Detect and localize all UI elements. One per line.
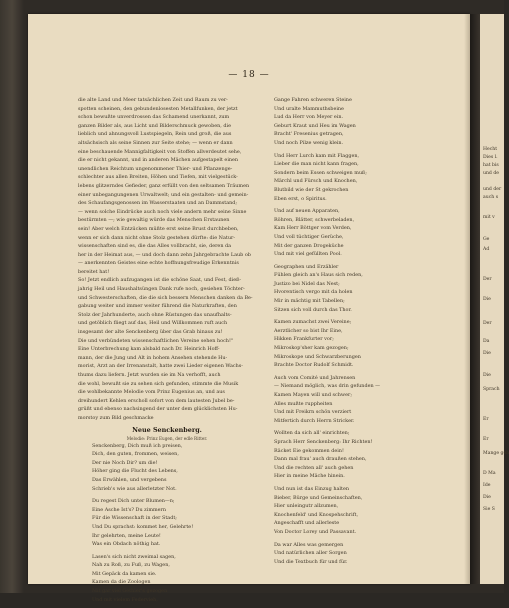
poem-melody: Melodie: Prinz Eugen, der edle Ritter. [126,435,208,441]
verse-line: Und auf neuen Apparaten, [274,208,340,215]
text-line: insgesamt der alte Senckenberg über das Grab hinaus zu! [78,329,223,336]
verse-line: Märchl und Fürsch und Knochen, [274,178,358,185]
verse-line: Hier unleingutr allzumen, [274,503,339,510]
verse-line: Hier in meine Mäche hinein. [274,473,345,480]
verse-line: Höher ging die Flucht des Lebens, [92,468,178,475]
verse-line: Da war Alles was gemergen [274,541,344,548]
verse-line: Hikken Frankfurter vor; [274,336,334,343]
verse-line: Das Erwählen, und vergebens [92,476,167,483]
poem-stanza [274,207,450,259]
verse-line: Du regest Dich unter Blumen—n; [92,498,175,505]
text-line: ganzen Bilder als, aus Licht und Bilderschmuck gewoben, die [78,122,232,129]
verse-line: Dann mal frau' auch draußen stehen, [274,456,367,463]
verse-line: Wollten da sich all' einrichten; [274,430,350,437]
verse-line: Kamen da die Zoologen [92,579,151,586]
neighbor-text-fragment: mit v [483,215,495,220]
poem-stanza [78,553,256,605]
verse-line: Lud da Herr von Meyer ein. [274,114,344,121]
text-line: bereitet hat! [78,268,110,275]
text-line: unendlichen Reichtum ungenommener Thier- und Pflanzenge- [78,165,233,172]
verse-line: Lieber die man nicht kann fragen, [274,161,359,168]
text-line: die alte Land und Meer tatsächlichen Zeit und Raum zu ver- [78,97,228,103]
verse-line: Mit der ganzen Drogeküche [274,242,344,249]
verse-line: Mir in mächtig mit Tabellen; [274,298,345,305]
neighbor-text-fragment: und de [483,171,499,176]
neighbor-text-fragment: Dies l. [483,155,498,160]
book-page [28,14,470,603]
verse-line: Justizo bei Nidel das Nest; [274,280,340,287]
text-line: morist, Arzt an der Irrenanstalt, hatte zwei Lieder eigenen Wachs- [78,363,243,370]
verse-line: Mikroskope und Schwarzberungen [274,353,361,360]
text-line: und Schwesterschaften, die die sich bessern Menschen danken da Be- [78,294,253,301]
verse-line: Aerztlicher so bist Ihr Eine, [274,327,343,334]
verse-line: Schrieb's wie aus allerletzter Not. [92,485,177,492]
poem-stanza [274,152,450,204]
text-line: mann, der die Jung und Alt in hohem Ansehen stehende Hu- [78,354,228,361]
verse-line: Der nie Noch Dir? um die! [92,459,158,466]
text-line: die wohlbekannte Melodie vom Prinz Eugenius an, und aus [78,389,225,396]
verse-line: Bieber, Bürge und Gemeinschaften, [274,494,363,501]
neighbor-text-fragment: Sprach [483,387,500,392]
verse-line: Hvorentisch vergo mit da holen [274,289,353,296]
verse-line: Knochenfeld' und Knospehschrift, [274,511,359,518]
poem-title: Neue Senckenberg. [132,425,202,434]
text-line: spotten scheinen, den gebundenlosesten Metallfunken, der jetzt [78,105,238,112]
text-line: bestürmten —; wie gewaltig würde das Menschen Erstaunen [78,217,230,224]
verse-line: Und die rechten all' auch gehen [274,464,354,471]
verse-line: Und natürlichen aller Sorgen [274,550,347,557]
text-line: eine beschauende Mannigfaltigkeit von Stoffen allverdeutet sehe, [78,148,242,155]
neighbor-text-fragment: Der [483,277,492,282]
poem-block [78,442,256,605]
page-number: — 18 — [228,70,270,80]
neighbor-text-fragment: Da [483,339,490,344]
text-line: die wohl, bewußt sie zu sehen sich gefunden, stimmte die Musik [78,380,239,387]
poem-stanza [78,442,256,494]
text-line: des Schaufangsgenossen im Wasserstaaten und an Dammstand; [78,200,238,207]
text-line: Die und verbündeten wissenschaftlichen Vereine sehen hoch!" [78,337,234,344]
neighbor-text-fragment: Er [483,437,489,442]
text-line: Stolz der Jahrhunderte, auch ohne Rüstungen das unaufhalts- [78,311,232,318]
poem-stanza [274,96,450,148]
poem-stanza [274,263,450,315]
neighbor-text-fragment: Die [483,373,491,378]
verse-line: Und die Textbuch für und für. [274,558,348,565]
verse-line: Geburt Kraut und Heu im Wagen [274,122,356,129]
text-line: wenn er sich dann nicht ohne Stolz gestehen dürfte: die Natur- [78,234,235,241]
verse-line: Und mit Freikrn schön verziert [274,409,352,416]
poem-stanza [274,429,450,481]
text-line: schon bewußte unverdrossen das Schamend unerkannt, zum [78,114,230,121]
text-line: grüßt und ebenso nachsingend der unter dem glücklichsten Hu- [78,406,238,413]
neighbor-text-fragment: Sie S [483,507,495,512]
text-line: Eine Unterbrechung kam alsbald nach Dr. Heinrich Hoff- [78,346,220,353]
text-line: und getöblich fliegt auf das, Heil und Willkommen ruft auch [78,320,228,327]
verse-line: Alles mußte ruppheiten [274,400,333,407]
verse-line: Und nun ist das Einzug halten [274,485,350,492]
text-line: her in der Heimat aus, — und doch dann zehn Jahrgebrachte Laub ob [78,251,251,258]
verse-line: Gange Fahren schweren Steine [274,97,352,103]
verse-line: Senckenberg, Dich muß ich preisen, [92,442,183,449]
verse-line: Nah zu Roß, zu Fuß, zu Wagen, [92,562,170,569]
verse-line: Mit gar viel Gethier's gezogen [92,588,168,595]
neighbor-text-fragment: auch s [483,195,499,200]
verse-line: Angeschafft und allerleste [274,520,340,527]
verse-line: Und Du sprachst: kommet her, Gelehrte! [92,523,194,530]
text-line: die er nicht gekannt, und in anderen Mächen aufgestapelt einen [78,157,239,164]
neighbor-text-fragment: Die [483,351,491,356]
left-column [78,96,256,608]
book-gutter [470,14,480,584]
verse-line: Kamen zumachst zwei Vereine; [274,319,352,326]
verse-line: Und noch Pilze wenig klein. [274,139,344,146]
verse-line: Und mit vielem Federvieh, [92,596,158,603]
neighbor-text-fragment: Ad [483,247,490,252]
text-line: lieblich und ahnungsvoll Lustspiegeln, Rein und groß, die aus [78,131,232,138]
neighbor-text-fragment: Die [483,297,491,302]
verse-line: Blutbild wie der St gekrochen [274,186,349,193]
text-line: sein! Aber welch Entzücken müßte erst seine Brust durchbeben, [78,225,239,232]
verse-line: Und voll tüchtiger Gerüche, [274,233,344,240]
prose-block [78,96,256,423]
verse-line: Kam Herr Böttger vom Verden, [274,225,352,232]
text-line: lebens glitzerndes Gefieder, ganz erfüllt von den seltsamen Träumen [78,182,250,189]
verse-line: Und Herr Lurch kam mit Flaggen, [274,152,360,159]
text-line: thums dazu liefern. Jetzt wurden sie im Na verhofft, auch [78,372,221,378]
text-line: — wenn solche Eindrücke auch noch viele andern mehr seine Sinne [78,208,247,215]
verse-line: Bracht' Fresenius getragen, [274,131,344,138]
text-line: schlechter aus allen Breiten, Höhen und Tiefen, mit vielgestück- [78,174,238,181]
verse-line: Kamen Mayen will und schwer; [274,392,352,398]
neighbor-text-fragment: hat bis [483,163,499,168]
poem-stanza [274,374,450,426]
poem-stanza [274,318,450,370]
poem-stanza [274,541,450,567]
neighbor-page-edge [480,14,509,584]
text-line: einer unbegangungenen Urwaltwelt; und ein gestalten- und gemein- [78,191,249,198]
verse-line: Geographen und Erzähler [274,263,339,270]
verse-line: Sprach Herr Senckenberg: Ihr Richten! [274,438,373,445]
verse-line: Ihr gelehrten, meine Leute! [92,532,161,539]
neighbor-text-fragment: und der [483,187,502,192]
neighbor-text-fragment: Mange geh [483,451,509,456]
verse-line: Auch vom Comité und Jahrensen [274,374,356,381]
text-line: wissenschaften sind es, die das Alles vollbracht, sie, deren da [78,243,232,250]
neighbor-text-fragment: Ge [483,237,490,242]
text-line: morstoy zum Bild geschmacke [78,414,154,421]
verse-line: Für die Wissenschaft in der Stadt; [92,515,177,522]
neighbor-text-fragment: Hecht [483,147,498,152]
neighbor-text-fragment: Ide [483,483,491,488]
verse-line: Eben erst, o Spiritus. [274,195,327,202]
verse-line: Mikroskop'sher kam gezogen; [274,345,349,352]
verse-line: Dich, den guten, frommen, weisen, [92,451,179,458]
poem-stanza [78,497,256,549]
verse-line: Röhren, Blätter, schwerbeladen, [274,216,355,223]
neighbor-text-fragment: D Ma [483,471,496,476]
text-line: — anerkennten Geistes eine echte hoffnungsfreudige Erkenntnis [78,260,239,267]
verse-line: Mit Gepäck da kamen sie. [92,570,157,577]
verse-line: Was ein Obdach nöthig hat. [92,541,161,548]
verse-line: Brachte Doctor Rudolf Schmidt. [274,362,354,369]
text-line: dreihundert Kehlen erscholl sofort von dem lautesten Jubel be- [78,397,235,404]
neighbor-text-fragment: Er [483,417,489,422]
verse-line: Und uralte Mammuthsbeine [274,105,344,112]
neighbor-text-fragment: Die [483,495,491,500]
verse-line: Sondern beim Essen schweigen muß; [274,169,367,176]
text-line: altsächsisch als seine Sinnen zur Seite stehe; — wenn er dann [78,139,233,146]
verse-line: Fühlen gleich an's Haus sich reden, [274,272,363,279]
verse-line: Sitzen sich voll durch das Thor. [274,306,352,313]
verse-line: Mitfertich durch Herrn Stricker. [274,417,355,424]
verse-line: — Niemand möglich, was drin gefunden — [274,383,381,390]
text-line: jahrig Heil und Haushaltsüngen Dank rufe noch, gesiehen Töchter- [78,286,245,293]
poem-stanza [274,485,450,537]
verse-line: Lasen's sich nicht zweimal sagen, [92,553,176,560]
verse-line: Eine Asche Ist's? Du zimmern [92,506,166,513]
verse-line: Räcket Eie gekommen dein! [274,447,344,454]
verse-line: Von Doctor Lorey und Passavant. [274,528,357,535]
text-line: So! Jetzt endlich aufzugangen ist die schöne Saat, und Fest, dieß- [78,277,242,284]
text-line: gabung weiter und immer weiter führend die Naturkraften, den [78,303,237,310]
right-column [274,96,450,570]
neighbor-text-fragment: Der [483,321,492,326]
verse-line: Und mit viel gefüllten Pool. [274,251,342,258]
